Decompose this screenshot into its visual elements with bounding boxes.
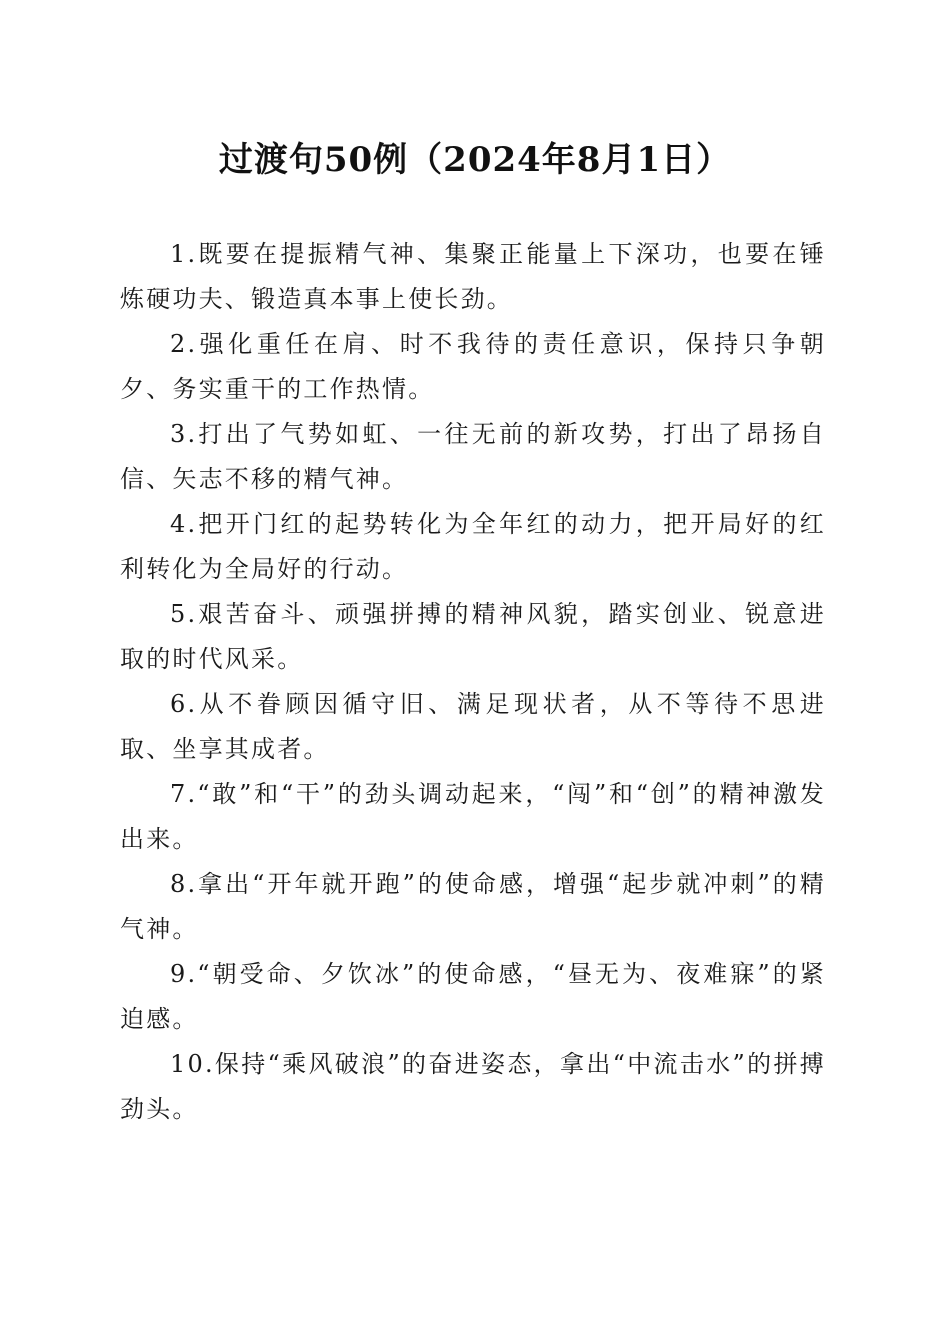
list-item: 1.既要在提振精气神、集聚正能量上下深功，也要在锤炼硬功夫、锻造真本事上使长劲。 <box>120 240 826 313</box>
list-item: 2.强化重任在肩、时不我待的责任意识，保持只争朝夕、务实重干的工作热情。 <box>120 330 826 403</box>
list-item: 7.“敢”和“干”的劲头调动起来，“闯”和“创”的精神激发出来。 <box>120 780 826 853</box>
list-item: 9.“朝受命、夕饮冰”的使命感，“昼无为、夜难寐”的紧迫感。 <box>120 960 826 1033</box>
transition-sentence-list <box>120 232 826 1132</box>
list-item: 10.保持“乘风破浪”的奋进姿态，拿出“中流击水”的拼搏劲头。 <box>120 1050 826 1123</box>
list-item: 8.拿出“开年就开跑”的使命感，增强“起步就冲刺”的精气神。 <box>120 870 826 943</box>
list-item: 4.把开门红的起势转化为全年红的动力，把开局好的红利转化为全局好的行动。 <box>120 510 826 583</box>
list-item: 6.从不眷顾因循守旧、满足现状者，从不等待不思进取、坐享其成者。 <box>120 690 826 763</box>
document-title: 过渡句50例（2024年8月1日） <box>218 140 732 180</box>
list-item: 5.艰苦奋斗、顽强拼搏的精神风貌，踏实创业、锐意进取的时代风采。 <box>120 600 826 673</box>
list-item: 3.打出了气势如虹、一往无前的新攻势，打出了昂扬自信、矢志不移的精气神。 <box>120 420 826 493</box>
